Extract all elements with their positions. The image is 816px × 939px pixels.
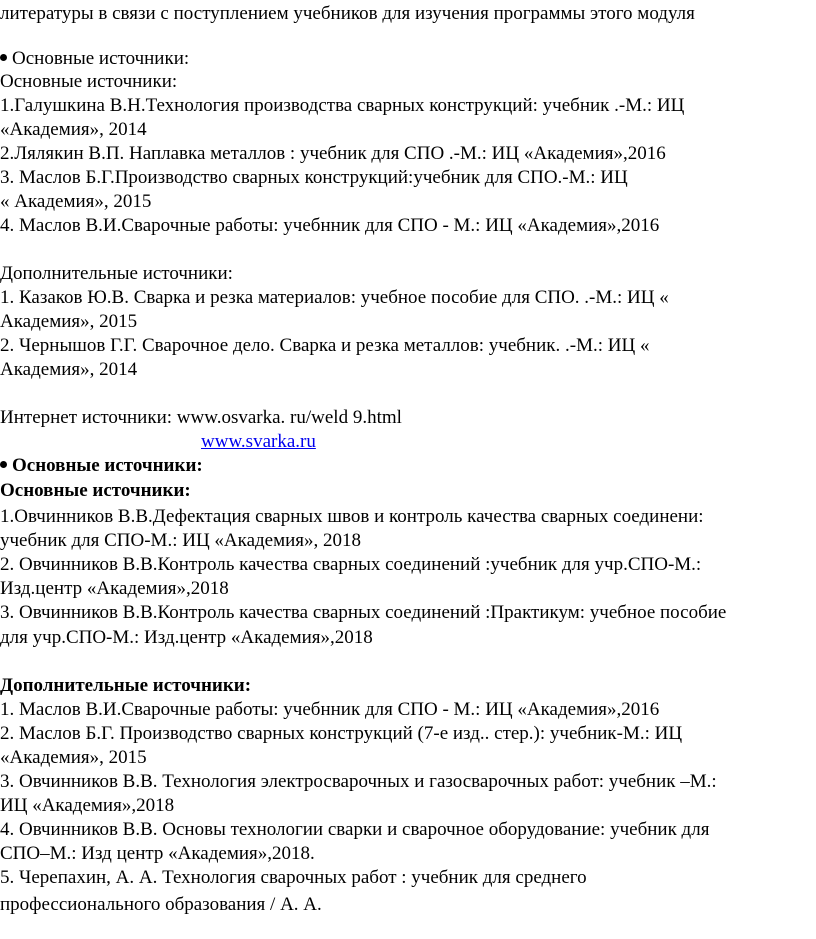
s1-main-item-2-line-1: 2.Лялякин В.П. Наплавка металлов : учебник для СПО .-М.: ИЦ «Академия»,2016 [0,143,666,164]
intro-line: литературы в связи с поступлением учебников для изучения программы этого модуля [0,3,695,24]
s2-additional-item-3-line-2: ИЦ «Академия»,2018 [0,795,175,816]
s2-additional-item-5-line-1: 5. Черепахин, А. А. Технология сварочных работ : учебник для среднего [0,867,587,888]
s1-main-item-1-line-2: «Академия», 2014 [0,119,147,140]
bullet-icon [0,54,7,61]
s1-additional-item-2-line-1: 2. Чернышов Г.Г. Сварочное дело. Сварка и резка металлов: учебник. .-М.: ИЦ « [0,335,650,356]
s2-heading: Основные источники: [0,480,191,501]
s1-bullet-heading [0,47,189,71]
s1-main-item-3-line-2: « Академия», 2015 [0,191,152,212]
internet-link-line [201,430,316,454]
s1-bullet-heading-text: Основные источники: [12,48,190,69]
s2-additional-item-4-line-1: 4. Овчинников В.В. Основы технологии сварки и сварочное оборудование: учебник для [0,819,710,840]
s2-main-item-1-line-2: учебник для СПО-М.: ИЦ «Академия», 2018 [0,530,362,551]
s1-main-item-4-line-1: 4. Маслов В.И.Сварочные работы: учебнник для СПО - М.: ИЦ «Академия»,2016 [0,215,660,236]
s2-main-item-3-line-1: 3. Овчинников В.В.Контроль качества сварных соединений :Практикум: учебное пособие [0,602,727,623]
s1-additional-item-1-line-2: Академия», 2015 [0,311,138,332]
s2-additional-item-4-line-2: СПО–М.: Изд центр «Академия»,2018. [0,843,315,864]
s1-main-item-3-line-1: 3. Маслов Б.Г.Производство сварных конструкций:учебник для СПО.-М.: ИЦ [0,167,628,188]
internet-sources-line: Интернет источники: www.osvarka. ru/weld 9.html [0,407,402,428]
s2-main-item-1-line-1: 1.Овчинников В.В.Дефектация сварных швов и контроль качества сварных соединени: [0,506,704,527]
s1-main-item-1-line-1: 1.Галушкина В.Н.Технология производства сварных конструкций: учебник .-М.: ИЦ [0,95,685,116]
s2-additional-heading: Дополнительные источники: [0,675,252,696]
bullet-icon [0,461,7,468]
svarka-link[interactable]: www.svarka.ru [201,431,316,452]
s2-main-item-2-line-1: 2. Овчинников В.В.Контроль качества сварных соединений :учебник для учр.СПО-М.: [0,554,702,575]
s2-additional-item-5-line-2: профессионального образования / А. А. [0,894,322,915]
s2-additional-item-2-line-2: «Академия», 2015 [0,747,147,768]
s2-main-item-2-line-2: Изд.центр «Академия»,2018 [0,578,229,599]
s1-heading: Основные источники: [0,71,178,92]
s2-bullet-heading [0,454,203,478]
s2-main-item-3-line-2: для учр.СПО-М.: Изд.центр «Академия»,2018 [0,627,373,648]
s1-additional-item-1-line-1: 1. Казаков Ю.В. Сварка и резка материалов: учебное пособие для СПО. .-М.: ИЦ « [0,287,669,308]
s2-additional-item-1-line-1: 1. Маслов В.И.Сварочные работы: учебнник для СПО - М.: ИЦ «Академия»,2016 [0,699,660,720]
s2-additional-item-2-line-1: 2. Маслов Б.Г. Производство сварных конструкций (7-е изд.. стер.): учебник-М.: ИЦ [0,723,683,744]
s1-additional-item-2-line-2: Академия», 2014 [0,359,138,380]
s1-additional-heading: Дополнительные источники: [0,263,233,284]
s2-additional-item-3-line-1: 3. Овчинников В.В. Технология электросварочных и газосварочных работ: учебник –М.: [0,771,717,792]
s2-bullet-heading-text: Основные источники: [12,455,203,476]
